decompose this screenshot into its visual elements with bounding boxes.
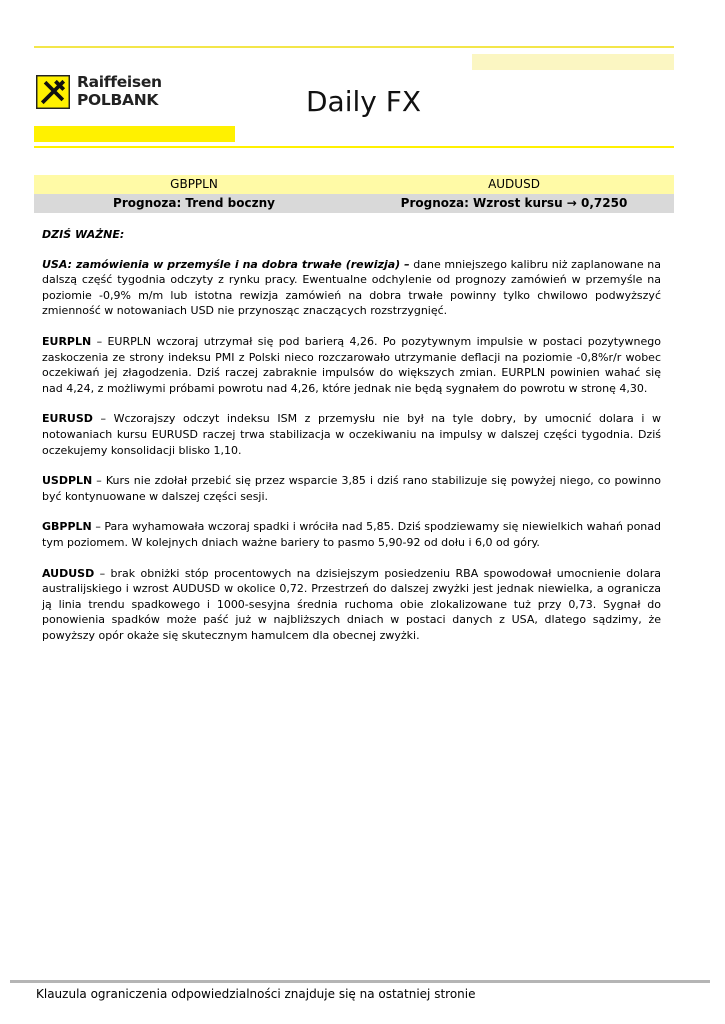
section-heading: DZIŚ WAŻNE: [42, 228, 125, 241]
paragraph-lead: EURPLN [42, 334, 92, 348]
paragraph-eurusd [42, 411, 661, 458]
page-title: Daily FX [306, 85, 422, 118]
paragraph-text: – Kurs nie zdołał przebić się przez wsparcie 3,85 i dziś rano stabilizuje się powyżej niego, co powinno być kontynuowane w dalszej części sesji. [42, 474, 661, 503]
paragraph-lead: AUDUSD [42, 566, 95, 580]
paragraph-lead: USA: zamówienia w przemyśle i na dobra trwałe (rewizja) – [42, 257, 410, 271]
paragraph-text: dane mniejszego kalibru niż zaplanowane na dalszą część tygodnia odczyty z rynku pracy. Ewentualne odchylenie od prognozy zamówień w przemyśle na poziomie -0,9% m/m lub istotna rewizja zamówień na dobra trwałe powinny tylko chwilowo podwyższyć zmienność w notowaniach USD nie przynosząc znaczących rozstrzygnięć. [42, 257, 661, 318]
top-rule [34, 46, 674, 48]
brand-name-line2: POLBANK [77, 91, 159, 109]
raiffeisen-logo [36, 73, 166, 113]
forecast-value-right: Prognoza: Wzrost kursu → 0,7250 [400, 196, 628, 210]
paragraph-text: – EURPLN wczoraj utrzymał się pod barierą 4,26. Po pozytywnym impulsie w postaci pozytywnego zaskoczenia ze strony indeksu PMI z Polski nieco rozczarowało utrzymanie deflacji na poziomie -0,8%r/r wobec oczekiwań jej złagodzenia. Dziś raczej zabraknie impulsów do większych zmian. EURPLN powinien wahać się nad 4,24, z możliwymi próbami powrotu nad 4,26, które jednak nie będą sygnałem do powrotu w stronę 4,30. [42, 334, 661, 395]
paragraph-usa [42, 257, 661, 319]
forecast-pair-right: AUDUSD [488, 177, 540, 191]
paragraph-audusd [42, 566, 661, 644]
header-accent-line [34, 146, 674, 148]
footer-disclaimer: Klauzula ograniczenia odpowiedzialności znajduje się na ostatniej stronie [36, 987, 476, 1001]
paragraph-text: – brak obniżki stóp procentowych na dzisiejszym posiedzeniu RBA spowodował umocnienie dolara australijskiego i wzrost AUDUSD w okolice 0,72. Przestrzeń do dalszej zwyżki jest jednak niewielka, a ogranicza ją linia trendu spadkowego i 1000-sesyjna średnia ruchoma obie zlokalizowane tuż przy 0,73. Sygnał do ponowienia spadków może paść już w najbliższych dniach w postaci danych z USA, dlatego sądzimy, że powyższy opór okaże się skutecznym hamulcem dla obecnej zwyżki. [42, 566, 661, 642]
brand-name-line1: Raiffeisen [77, 73, 162, 91]
paragraph-lead: USDPLN [42, 474, 93, 488]
forecast-pair-left: GBPPLN [170, 177, 218, 191]
forecast-values-row [34, 194, 674, 213]
header-accent-block [34, 126, 235, 142]
report-content [42, 227, 661, 658]
paragraph-lead: GBPPLN [42, 520, 92, 534]
forecast-value-left: Prognoza: Trend boczny [113, 196, 275, 210]
paragraph-text: – Para wyhamowała wczoraj spadki i wróciła nad 5,85. Dziś spodziewamy się niewielkich wahań ponad tym poziomem. W kolejnych dniach ważne bariery to pasmo 5,90-92 od dołu i 6,0 od góry. [42, 520, 661, 549]
paragraph-gbppln [42, 519, 661, 550]
paragraph-text: – Wczorajszy odczyt indeksu ISM z przemysłu nie był na tyle dobry, by umocnić dolara i w notowaniach kursu EURUSD raczej trwa stabilizacja w oczekiwaniu na impulsy w dalszej części tygodnia. Dziś oczekujemy konsolidacji blisko 1,10. [42, 412, 661, 457]
paragraph-lead: EURUSD [42, 412, 93, 426]
forecast-pairs-row [34, 175, 674, 194]
paragraph-eurpln [42, 334, 661, 396]
header-band [472, 54, 674, 70]
raiffeisen-logo-icon [36, 75, 70, 109]
paragraph-usdpln [42, 473, 661, 504]
footer-rule [10, 980, 710, 983]
